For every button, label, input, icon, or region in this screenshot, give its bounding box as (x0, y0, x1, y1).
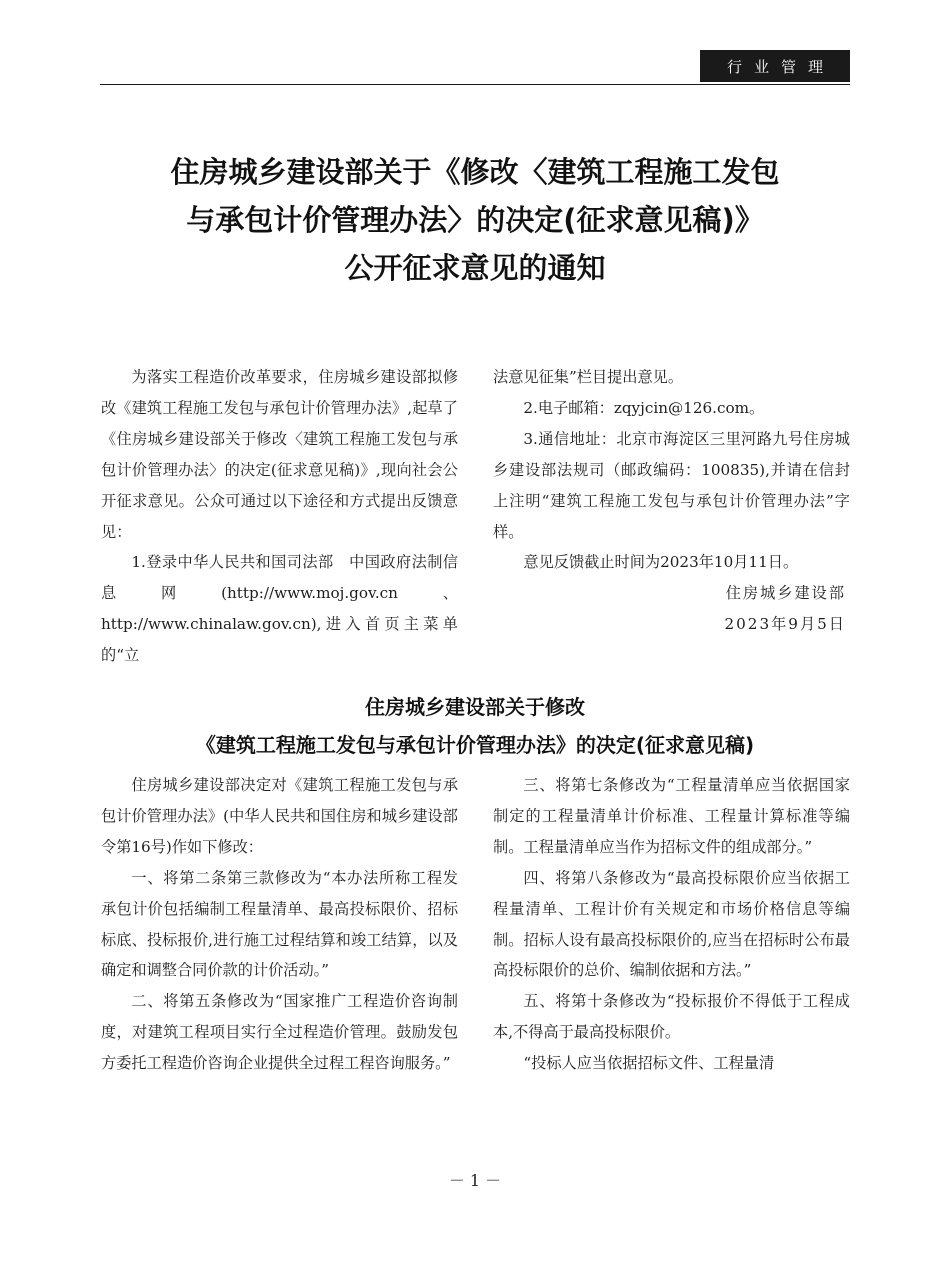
signature-org: 住房城乡建设部 (725, 584, 846, 603)
page-title (100, 148, 850, 292)
header-rule (100, 84, 850, 85)
page-number: － 1 － (448, 1171, 502, 1190)
section-tag: 行业管理 (700, 50, 850, 82)
decision-paragraph: 一、将第二条第三款修改为“本办法所称工程发承包计价包括编制工程量清单、最高投标限价、招标标底、投标报价,进行施工过程结算和竣工结算，以及确定和调整合同价款的计价活动。” (101, 868, 458, 980)
title-line-1: 住房城乡建设部关于《修改〈建筑工程施工发包 (170, 155, 780, 189)
decision-paragraph: “投标人应当依据招标文件、工程量清 (523, 1054, 775, 1073)
decision-paragraph: 二、将第五条修改为“国家推广工程造价咨询制度，对建筑工程项目实行全过程造价管理。鼓励发包方委托工程造价咨询企业提供全过程工程咨询服务。” (101, 992, 458, 1073)
decision-paragraph: 五、将第十条修改为“投标报价不得低于工程成本,不得高于最高投标限价。 (493, 992, 850, 1042)
decision-paragraph: 三、将第七条修改为“工程量清单应当依据国家制定的工程量清单计价标准、工程量计算标准等编制。工程量清单应当作为招标文件的组成部分。” (493, 776, 850, 856)
notice-paragraph: 2.电子邮箱：zqyjcin@126.com。 (523, 398, 765, 417)
decision-title-line-2: 《建筑工程施工发包与承包计价管理办法》的决定(征求意见稿) (195, 733, 755, 757)
notice-left-column (101, 362, 458, 671)
decision-right-column (493, 770, 850, 1079)
notice-paragraph: 法意见征集”栏目提出意见。 (493, 368, 684, 386)
notice-paragraph: 1.登录中华人民共和国司法部 中国政府法制信息网(http://www.moj.gov.cn、http://www.chinalaw.gov.cn),进入首页主菜单的“立 (101, 553, 458, 665)
signature-date: 2023年9月5日 (724, 615, 846, 634)
notice-paragraph: 3.通信地址：北京市海淀区三里河路九号住房城乡建设部法规司（邮政编码：100835),并请在信封上注明“建筑工程施工发包与承包计价管理办法”字样。 (493, 429, 850, 541)
notice-right-column (493, 362, 850, 640)
decision-paragraph: 住房城乡建设部决定对《建筑工程施工发包与承包计价管理办法》(中华人民共和国住房和城乡建设部令第16号)作如下修改： (101, 776, 458, 856)
notice-paragraph: 意见反馈截止时间为2023年10月11日。 (523, 553, 799, 572)
notice-paragraph: 为落实工程造价改革要求，住房城乡建设部拟修改《建筑工程施工发包与承包计价管理办法》,起草了《住房城乡建设部关于修改〈建筑工程施工发包与承包计价管理办法〉的决定(征求意见稿)》,现向社会公开征求意见。公众可通过以下途径和方式提出反馈意见： (101, 368, 458, 541)
decision-paragraph: 四、将第八条修改为“最高投标限价应当依据工程量清单、工程计价有关规定和市场价格信息等编制。招标人设有最高投标限价的,应当在招标时公布最高投标限价的总价、编制依据和方法。” (493, 868, 850, 980)
decision-title-line-1: 住房城乡建设部关于修改 (365, 695, 585, 719)
decision-left-column (101, 770, 458, 1079)
title-line-2: 与承包计价管理办法〉的决定(征求意见稿)》 (186, 203, 764, 237)
decision-title (100, 688, 850, 764)
title-line-3: 公开征求意见的通知 (344, 251, 606, 285)
